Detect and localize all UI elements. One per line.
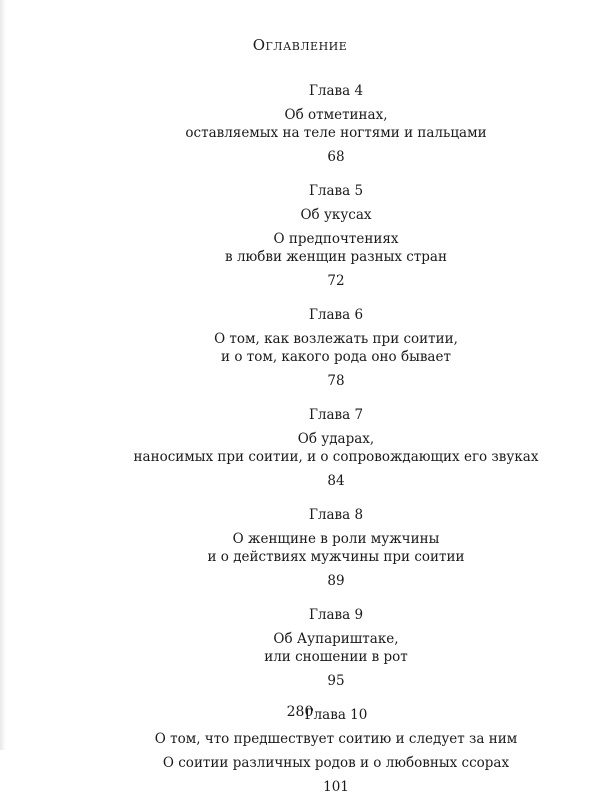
toc-chapter — [96, 506, 576, 590]
toc-chapter — [96, 82, 576, 166]
section-title — [96, 630, 576, 666]
chapter-page-number: 72 — [327, 273, 345, 289]
section-title — [96, 106, 576, 142]
section-title-line: О соитии различных родов и о любовных ссорах — [162, 755, 510, 771]
section-title-line: или сношении в рот — [264, 649, 408, 665]
chapter-page-number: 78 — [327, 373, 345, 389]
section-title-line: и о том, какого рода оно бывает — [221, 349, 451, 365]
chapter-label: Глава 5 — [308, 183, 364, 199]
toc-chapter — [96, 406, 576, 490]
chapter-page-number: 101 — [323, 779, 349, 795]
toc-chapter — [96, 306, 576, 390]
section-title-line: О том, как возлежать при соитии, — [214, 331, 458, 347]
chapter-label: Глава 9 — [308, 607, 364, 623]
chapter-label: Глава 8 — [308, 507, 364, 523]
section-title-line: Об ударах, — [297, 431, 375, 447]
chapter-label: Глава 6 — [308, 307, 364, 323]
section-title — [96, 730, 576, 748]
section-title-line: и о действиях мужчины при соитии — [207, 549, 465, 565]
section-title — [96, 430, 576, 466]
chapter-label: Глава 10 — [304, 707, 368, 723]
section-title — [96, 206, 576, 224]
section-title — [96, 230, 576, 266]
chapter-label: Глава 4 — [308, 83, 364, 99]
section-title-line: наносимых при соитии, и о сопровождающих его звуках — [133, 449, 539, 465]
chapter-page-number: 68 — [327, 149, 345, 165]
section-title-line: оставляемых на теле ногтями и пальцами — [185, 125, 487, 141]
section-title — [96, 330, 576, 366]
section-title-line: Об укусах — [300, 207, 372, 223]
section-title-line: Об отметинах, — [284, 107, 388, 123]
page-title: Оглавление — [252, 36, 348, 54]
chapter-page-number: 95 — [327, 673, 345, 689]
section-title-line: Об Аупариштаке, — [273, 631, 399, 647]
section-title-line: в любви женщин разных стран — [225, 249, 447, 265]
page-edge-shadow — [0, 0, 6, 750]
section-title-line: О женщине в роли мужчины — [232, 531, 440, 547]
chapter-page-number: 84 — [327, 473, 345, 489]
section-title — [96, 530, 576, 566]
section-title-line: О предпочтениях — [273, 231, 399, 247]
toc-chapter — [96, 606, 576, 690]
chapter-page-number: 89 — [327, 573, 345, 589]
section-title-line: О том, что предшествует соитию и следует за ним — [154, 731, 518, 747]
table-of-contents — [96, 82, 576, 812]
toc-chapter — [96, 182, 576, 290]
section-title — [96, 754, 576, 772]
page-number: 280 — [286, 704, 314, 720]
chapter-label: Глава 7 — [308, 407, 364, 423]
